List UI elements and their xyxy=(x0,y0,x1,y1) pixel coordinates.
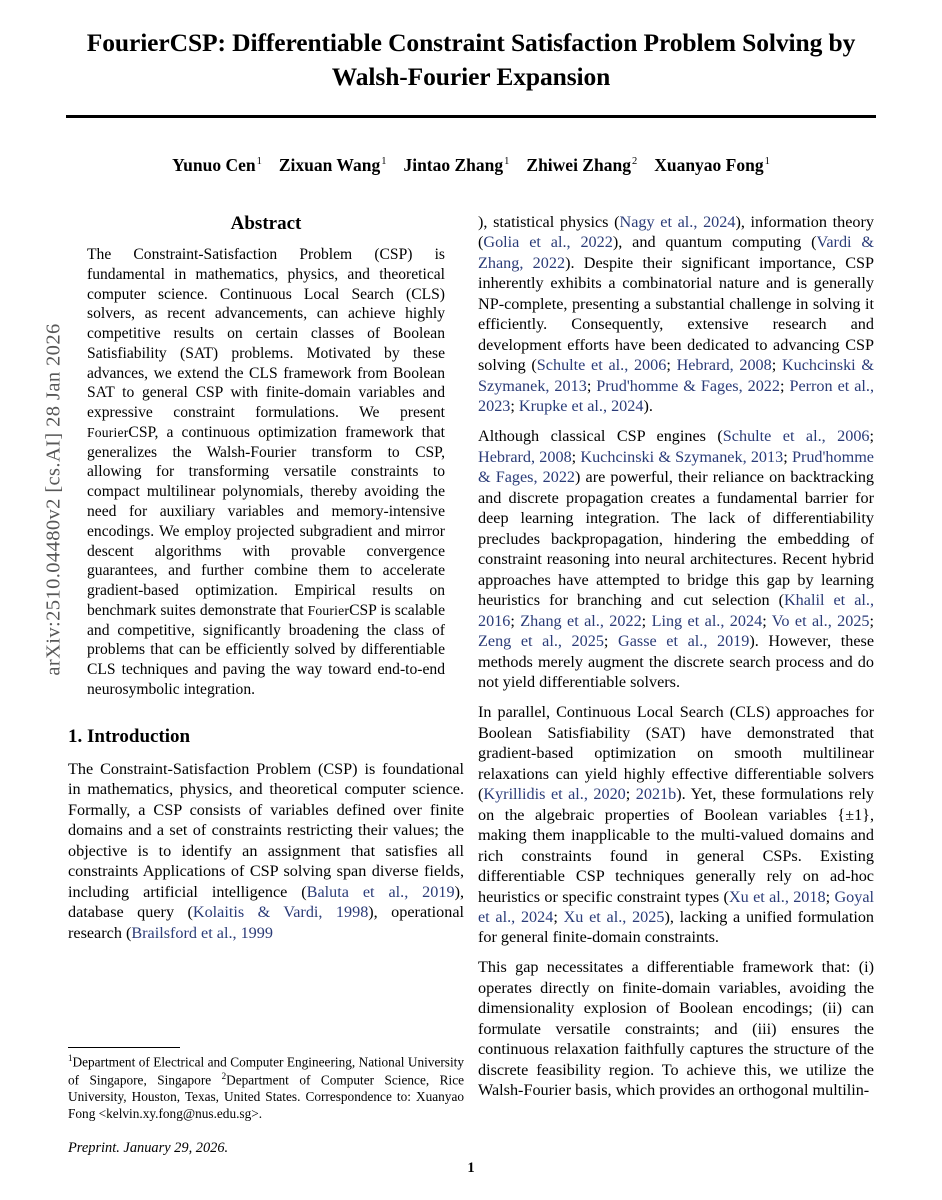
abstract-smallcaps-fourier-2: Fourier xyxy=(307,602,350,618)
author-affiliation-marker: 2 xyxy=(631,156,638,168)
intro-paragraph-3 xyxy=(478,702,874,948)
citation-link[interactable]: Gasse et al., 2019 xyxy=(618,632,750,651)
page-number: 1 xyxy=(467,1160,475,1176)
intro-text-d: ), statistical physics ( xyxy=(478,213,620,231)
author-entry xyxy=(279,155,387,175)
citation-link[interactable]: Kolaitis & Vardi, 1998 xyxy=(192,903,369,922)
title-line1-rest: CSP: Differentiable Constraint Satisfaction Problem Solving by xyxy=(169,28,856,57)
intro-sep-4: ; xyxy=(780,376,790,395)
title-smallcaps-fourier: Fourier xyxy=(86,28,170,57)
author-entry xyxy=(654,155,770,175)
citation-link[interactable]: Kyrillidis et al., 2020 xyxy=(483,785,626,804)
citation-link[interactable]: Perron et al., 2023 xyxy=(478,376,875,416)
citation-link[interactable]: Prud'homme & Fages, 2022 xyxy=(478,447,874,487)
citation-link[interactable]: Krupke et al., 2024 xyxy=(518,397,644,416)
footnote-affiliation-2: Department of Computer Science, Rice University, Houston, Texas, United States. Correspondence to: Xuanyao Fong <kelvin.xy.fong@nus.edu.sg>. xyxy=(68,1072,464,1122)
abstract-text-c: is scalable and competitive, significantly broadening the class of problems that can be efficiently solved by differentiable CLS techniques and paving the way toward end-to-end neurosymbolic integration. xyxy=(87,601,445,698)
p3-sep-3: ; xyxy=(553,907,564,926)
footnote-affiliation-1: Department of Electrical and Computer Engineering, National University of Singapore, Singapore xyxy=(68,1054,464,1088)
author-list xyxy=(66,155,876,176)
intro-sep-2: ; xyxy=(771,356,782,375)
p2-text-b: ) are powerful, their reliance on backtracking and discrete propagation creates a fundamental barrier for deep learning integration. The lack of differentiability precludes backpropagation, hindering the embedding of constraint reasoning into neural architectures. Recent hybrid approaches have attempted to bridge this gap by learning heuristics for branching and cut selection ( xyxy=(478,468,875,610)
intro-text-f: ), and quantum computing ( xyxy=(612,233,817,252)
citation-link[interactable]: Goyal et al., 2024 xyxy=(478,887,874,926)
footnote-marker-1: 1 xyxy=(68,1053,73,1063)
citation-link[interactable]: Hebrard, 2008 xyxy=(478,447,572,466)
p2-sep-4: ; xyxy=(510,611,521,630)
citation-link[interactable]: Schulte et al., 2006 xyxy=(536,356,667,375)
intro-text-e: ), information theory ( xyxy=(478,213,875,252)
p2-sep-8: ; xyxy=(603,632,619,651)
right-column xyxy=(478,212,874,1110)
citation-link[interactable]: Brailsford et al., 1999 xyxy=(131,923,273,942)
abstract-csp-2: CSP xyxy=(349,601,377,619)
page-title xyxy=(66,26,876,94)
abstract-csp-1: CSP xyxy=(128,423,155,441)
p2-sep-7: ; xyxy=(869,611,875,630)
author-entry xyxy=(403,155,509,175)
arxiv-identifier-stamp: arXiv:2510.04480v2 [cs.AI] 28 Jan 2026 xyxy=(42,323,65,676)
citation-link[interactable]: Zeng et al., 2025 xyxy=(478,632,604,651)
p2-sep-1: ; xyxy=(869,427,875,446)
citation-link[interactable]: Khalil et al., 2016 xyxy=(478,591,874,630)
citation-link[interactable]: Zhang et al., 2022 xyxy=(520,611,642,630)
intro-text-a: The Constraint-Satisfaction Problem (CSP) is foundational in mathematics, physics, and theoretical computer science. Formally, a CSP consists of variables defined over finite domains and a set of constraints restricting their values; the objective is to identify an assignment that satisfies all constraints Applications of CSP solving span diverse fields, including artificial intelligence ( xyxy=(68,759,464,901)
author-entry xyxy=(526,155,637,175)
title-block xyxy=(66,26,876,94)
abstract-heading: Abstract xyxy=(230,213,302,234)
intro-sep-3: ; xyxy=(586,376,597,395)
citation-link[interactable]: Prud'homme & Fages, 2022 xyxy=(596,376,780,395)
citation-link[interactable]: 2021b xyxy=(635,785,677,804)
citation-link[interactable]: Xu et al., 2018 xyxy=(728,887,826,906)
author-name: Zixuan Wang xyxy=(278,155,381,175)
preprint-notice: Preprint. January 29, 2026. xyxy=(68,1140,229,1156)
citation-link[interactable]: Vo et al., 2025 xyxy=(771,611,870,630)
abstract-text-a: The Constraint-Satisfaction Problem (CSP) is fundamental in mathematics, physics, and theoretical computer science. Continuous Local Search (CLS) solvers, as recent advancements, can achieve highly competitive results on certain classes of Boolean Satisfiability (SAT) problems. Motivated by these advances, we extend the CLS framework from Boolean SAT to general CSP with finite-domain variables and expressive constraint formulations. We present xyxy=(87,246,445,422)
p3-sep-1: ; xyxy=(625,785,636,804)
abstract-text-b: , a continuous optimization framework that generalizes the Walsh-Fourier transform to CSP, allowing for transforming versatile constraints to compact multilinear polynomials, thereby avoiding the need for auxiliary variables and memory-intensive encodings. We employ projected subgradient and mirror descent algorithms with provable convergence guarantees, and further combine them to accelerate gradient-based optimization. Empirical results on benchmark suites demonstrate that xyxy=(87,423,445,619)
intro-paragraph-1-continued xyxy=(478,212,874,417)
citation-link[interactable]: Xu et al., 2025 xyxy=(563,907,665,926)
citation-link[interactable]: Schulte et al., 2006 xyxy=(722,427,870,446)
intro-sep-1: ; xyxy=(666,356,677,375)
abstract-body xyxy=(87,245,445,700)
intro-text-end: ). xyxy=(643,397,653,416)
citation-link[interactable]: Kuchcinski & Szymanek, 2013 xyxy=(478,356,874,395)
author-affiliation-marker: 1 xyxy=(764,156,770,168)
author-name: Yunuo Cen xyxy=(172,155,256,175)
citation-link[interactable]: Kuchcinski & Szymanek, 2013 xyxy=(580,447,784,466)
p2-sep-6: ; xyxy=(762,611,772,630)
citation-link[interactable]: Golia et al., 2022 xyxy=(483,233,613,252)
intro-paragraph-2 xyxy=(478,426,874,692)
p2-text-a: Although classical CSP engines ( xyxy=(478,427,723,446)
intro-text-b: ), database query ( xyxy=(68,882,464,922)
title-line2: Walsh-Fourier Expansion xyxy=(331,62,611,92)
author-affiliation-marker: 1 xyxy=(256,156,262,168)
citation-link[interactable]: Vardi & Zhang, 2022 xyxy=(478,233,875,272)
p2-text-end: ). However, these methods merely augment the discrete search process and do not yield differentiable solvers. xyxy=(478,632,874,692)
intro-paragraph-4: This gap necessitates a differentiable framework that: (i) operates directly on finite-domain variables, avoiding the dimensionality explosion of Boolean encodings; (ii) can formulate versatile constraints; and (iii) ensures the continuous relaxation faithfully captures the structure of the discrete feasibility region. To achieve this, we utilize the Walsh-Fourier basis, which provides an orthogonal multilin- xyxy=(478,958,874,1100)
author-entry xyxy=(172,155,262,175)
author-name: Zhiwei Zhang xyxy=(526,155,631,175)
intro-paragraph-1 xyxy=(68,759,464,943)
p3-text-b: ). Yet, these formulations rely on the algebraic properties of Boolean variables {±1}, making them inapplicable to the multi-valued domains and rich constraints found in general CSPs. Existing differentiable CSP techniques generally rely on ad-hoc heuristics or specific constraint types ( xyxy=(478,785,874,906)
p2-sep-5: ; xyxy=(641,611,652,630)
left-column xyxy=(68,212,464,953)
citation-link[interactable]: Nagy et al., 2024 xyxy=(619,213,736,231)
p3-text-end: ), lacking a unified formulation for general finite-domain constraints. xyxy=(478,907,875,947)
p3-sep-2: ; xyxy=(825,887,835,906)
p2-sep-2: ; xyxy=(571,447,581,466)
footnote-block xyxy=(68,1053,464,1123)
section-heading-introduction: 1. Introduction xyxy=(68,725,191,747)
author-affiliation-marker: 1 xyxy=(381,156,387,168)
abstract-paragraph xyxy=(87,245,445,700)
abstract-smallcaps-fourier-1: Fourier xyxy=(87,424,129,440)
author-affiliation-marker: 1 xyxy=(504,156,510,168)
intro-text-c: ), operational research ( xyxy=(68,903,464,942)
p3-text-a: In parallel, Continuous Local Search (CLS) approaches for Boolean Satisfiability (SAT) have demonstrated that gradient-based optimization on smooth multilinear relaxations can yield highly effective differentiable solvers ( xyxy=(478,703,874,804)
author-name: Xuanyao Fong xyxy=(654,155,764,175)
footnote-marker-2: 2 xyxy=(221,1071,227,1082)
citation-link[interactable]: Hebrard, 2008 xyxy=(676,356,772,375)
p2-sep-3: ; xyxy=(783,447,792,466)
author-name: Jintao Zhang xyxy=(403,155,504,175)
title-divider-rule xyxy=(66,115,876,118)
footnote-divider-rule xyxy=(68,1047,180,1048)
intro-sep-5: ; xyxy=(510,397,519,416)
citation-link[interactable]: Ling et al., 2024 xyxy=(651,611,763,630)
intro-text-g: ). Despite their significant importance, CSP inherently exhibits a combinatorial nature and is generally NP-complete, presenting a substantial challenge in solving it efficiently. Consequently, extensive research and development efforts have been dedicated to advancing CSP solving ( xyxy=(478,253,874,375)
citation-link[interactable]: Baluta et al., 2019 xyxy=(306,882,455,901)
